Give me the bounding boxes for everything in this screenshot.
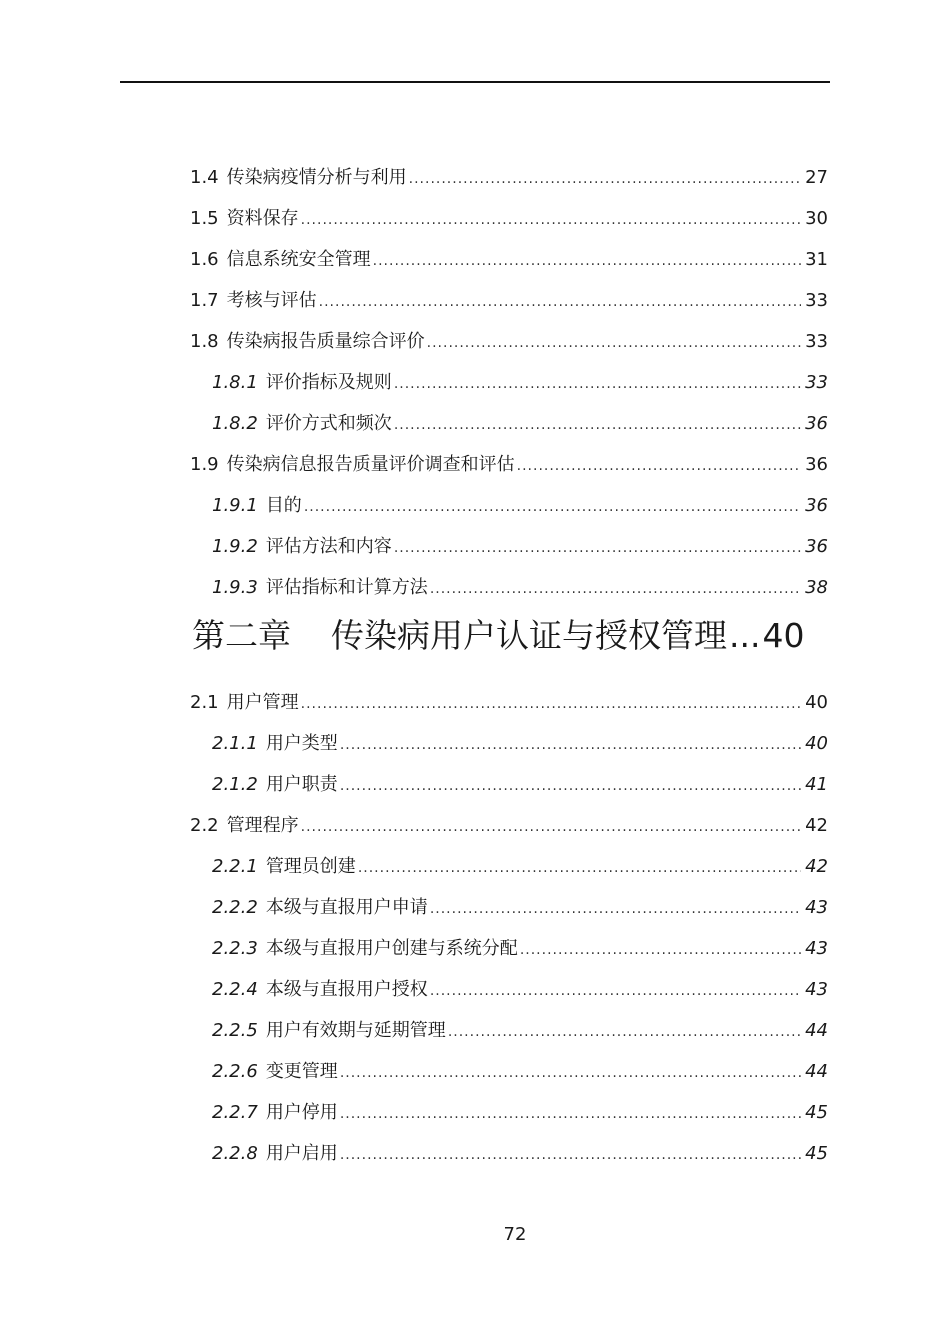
toc-entry-title: 用户职责 <box>265 774 338 795</box>
dot-leader <box>301 815 801 839</box>
dot-leader <box>427 331 801 355</box>
toc-entry-title: 评估指标和计算方法 <box>265 577 428 598</box>
toc-subentry[interactable] <box>212 773 828 798</box>
toc-entry-number: 2.2.6 <box>212 1061 258 1082</box>
toc-subentry[interactable] <box>212 732 828 757</box>
toc-entry-number: 1.9.2 <box>212 536 258 557</box>
toc-subentry[interactable] <box>212 576 828 601</box>
toc-entry-page: 38 <box>805 577 828 598</box>
toc-entry-page: 33 <box>805 290 828 311</box>
toc-entry-title: 本级与直报用户申请 <box>265 897 428 918</box>
toc-entry-page: 36 <box>805 413 828 434</box>
toc-entry-page: 33 <box>805 372 828 393</box>
page-number: 72 <box>503 1224 527 1245</box>
toc-entry-number: 2.1.2 <box>212 774 258 795</box>
toc-entry-page: 36 <box>805 536 828 557</box>
toc-entry-title: 用户类型 <box>265 733 338 754</box>
toc-entry-title: 评价方式和频次 <box>265 413 392 434</box>
dot-leader <box>301 208 801 232</box>
chapter-title: 传染病用户认证与授权管理 <box>331 616 727 655</box>
toc-entry-page: 40 <box>805 692 828 713</box>
toc-entry-title: 目的 <box>265 495 302 516</box>
dot-leader <box>430 577 801 601</box>
toc-entry[interactable] <box>190 330 828 355</box>
toc-entry[interactable] <box>190 248 828 273</box>
toc-entry[interactable] <box>190 166 828 191</box>
toc-entry-number: 1.5 <box>190 208 219 229</box>
toc-subentry[interactable] <box>212 1060 828 1085</box>
toc-subentry[interactable] <box>212 371 828 396</box>
toc-entry-number: 1.8.2 <box>212 413 258 434</box>
toc-subentry[interactable] <box>212 978 828 1003</box>
toc-entry-title: 评价指标及规则 <box>265 372 392 393</box>
dot-leader <box>430 979 801 1003</box>
toc-subentry[interactable] <box>212 855 828 880</box>
toc-entry-number: 2.2 <box>190 815 219 836</box>
dot-leader <box>358 856 801 880</box>
chapter-number: 第二章 <box>192 616 291 655</box>
toc-entry-title: 传染病报告质量综合评价 <box>226 331 425 352</box>
dot-leader <box>520 938 801 962</box>
toc-entry-title: 用户管理 <box>226 692 299 713</box>
toc-entry-page: 33 <box>805 331 828 352</box>
toc-entry-page: 31 <box>805 249 828 270</box>
toc-entry[interactable] <box>190 814 828 839</box>
toc-entry[interactable] <box>190 453 828 478</box>
toc-subentry[interactable] <box>212 937 828 962</box>
toc-entry-number: 1.7 <box>190 290 219 311</box>
toc-entry-number: 2.2.1 <box>212 856 258 877</box>
toc-entry-page: 27 <box>805 167 828 188</box>
toc-subentry[interactable] <box>212 896 828 921</box>
toc-entry-page: 30 <box>805 208 828 229</box>
chapter-leader: ... <box>729 616 761 655</box>
dot-leader <box>430 897 801 921</box>
toc-entry-page: 45 <box>805 1143 828 1164</box>
toc-entry-page: 44 <box>805 1061 828 1082</box>
toc-entry-number: 1.4 <box>190 167 219 188</box>
toc-subentry[interactable] <box>212 412 828 437</box>
toc-entry[interactable] <box>190 289 828 314</box>
toc-entry-page: 36 <box>805 454 828 475</box>
toc-entry-title: 考核与评估 <box>226 290 317 311</box>
dot-leader <box>517 454 801 478</box>
toc-entry-number: 2.2.5 <box>212 1020 258 1041</box>
dot-leader <box>394 536 801 560</box>
header-rule <box>120 81 830 83</box>
dot-leader <box>304 495 801 519</box>
toc-entry-title: 变更管理 <box>265 1061 338 1082</box>
toc-entry-title: 信息系统安全管理 <box>226 249 371 270</box>
toc-entry-title: 本级与直报用户授权 <box>265 979 428 1000</box>
dot-leader <box>409 167 801 191</box>
dot-leader <box>319 290 801 314</box>
toc-chapter-heading[interactable] <box>192 612 830 660</box>
dot-leader <box>301 692 801 716</box>
toc-subentry[interactable] <box>212 494 828 519</box>
dot-leader <box>340 1143 801 1167</box>
toc-subentry[interactable] <box>212 535 828 560</box>
toc-entry-number: 1.9.1 <box>212 495 258 516</box>
toc-entry-title: 传染病信息报告质量评价调查和评估 <box>226 454 515 475</box>
dot-leader <box>340 733 801 757</box>
toc-subentry[interactable] <box>212 1101 828 1126</box>
toc-entry-page: 42 <box>805 856 828 877</box>
toc-entry-number: 1.9 <box>190 454 219 475</box>
toc-entry-page: 43 <box>805 897 828 918</box>
toc-entry-number: 1.6 <box>190 249 219 270</box>
toc-subentry[interactable] <box>212 1019 828 1044</box>
toc-entry-page: 43 <box>805 979 828 1000</box>
toc-entry-page: 36 <box>805 495 828 516</box>
toc-entry-number: 2.1.1 <box>212 733 258 754</box>
toc-entry-number: 2.1 <box>190 692 219 713</box>
dot-leader <box>340 1061 801 1085</box>
toc-entry-number: 2.2.8 <box>212 1143 258 1164</box>
dot-leader <box>448 1020 801 1044</box>
toc-entry-number: 1.8 <box>190 331 219 352</box>
toc-entry-title: 资料保存 <box>226 208 299 229</box>
toc-entry-page: 40 <box>805 733 828 754</box>
toc-entry-page: 43 <box>805 938 828 959</box>
toc-subentry[interactable] <box>212 1142 828 1167</box>
toc-entry-number: 2.2.2 <box>212 897 258 918</box>
toc-entry-number: 1.8.1 <box>212 372 258 393</box>
toc-entry-title: 用户启用 <box>265 1143 338 1164</box>
toc-entry-title: 传染病疫情分析与利用 <box>226 167 407 188</box>
toc-entry-page: 42 <box>805 815 828 836</box>
dot-leader <box>340 1102 801 1126</box>
toc-entry-number: 2.2.4 <box>212 979 258 1000</box>
toc-entry[interactable] <box>190 207 828 232</box>
toc-entry-number: 1.9.3 <box>212 577 258 598</box>
toc-entry-number: 2.2.7 <box>212 1102 258 1123</box>
chapter-page: 40 <box>762 616 805 655</box>
toc-entry-title: 管理程序 <box>226 815 299 836</box>
toc-entry[interactable] <box>190 691 828 716</box>
toc-entry-title: 管理员创建 <box>265 856 356 877</box>
toc-entry-title: 用户停用 <box>265 1102 338 1123</box>
toc-entry-number: 2.2.3 <box>212 938 258 959</box>
toc-entry-title: 用户有效期与延期管理 <box>265 1020 446 1041</box>
toc-entry-page: 41 <box>805 774 828 795</box>
dot-leader <box>340 774 801 798</box>
toc-entry-title: 本级与直报用户创建与系统分配 <box>265 938 518 959</box>
dot-leader <box>394 413 801 437</box>
toc-entry-page: 44 <box>805 1020 828 1041</box>
toc-entry-title: 评估方法和内容 <box>265 536 392 557</box>
dot-leader <box>394 372 801 396</box>
dot-leader <box>373 249 801 273</box>
toc-entry-page: 45 <box>805 1102 828 1123</box>
